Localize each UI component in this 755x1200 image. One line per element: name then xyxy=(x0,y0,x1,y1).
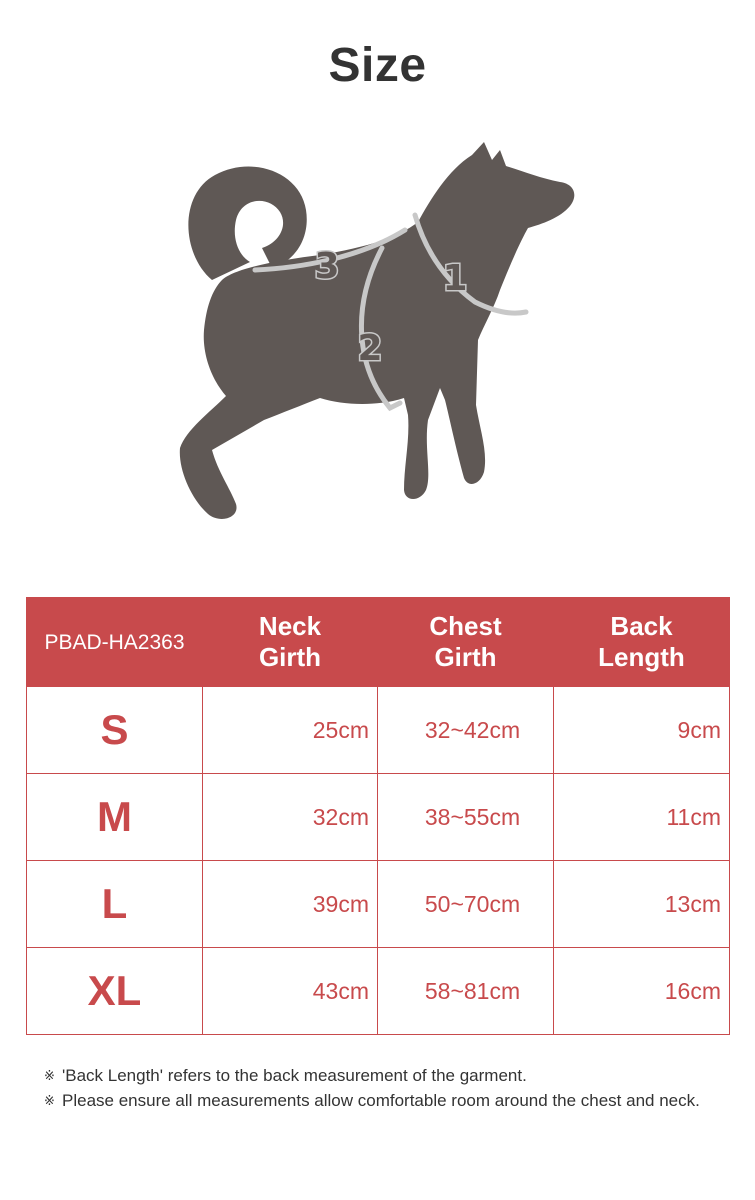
chest-girth-cell: 32~42cm xyxy=(378,687,554,774)
note-text: Please ensure all measurements allow comfortable room around the chest and neck. xyxy=(62,1090,700,1110)
dog-measurement-illustration xyxy=(0,130,755,530)
neck-girth-cell: 43cm xyxy=(203,948,378,1035)
header-line: Girth xyxy=(258,642,322,672)
measure-label-3: 3 xyxy=(314,246,340,287)
neck-girth-cell: 39cm xyxy=(203,861,378,948)
table-row xyxy=(27,861,730,948)
chest-girth-header xyxy=(378,598,554,687)
note-item xyxy=(44,1089,724,1114)
size-cell: L xyxy=(27,861,203,948)
back-length-header xyxy=(554,598,730,687)
table-row xyxy=(27,687,730,774)
header-line: Back xyxy=(610,611,673,641)
table-header-row xyxy=(27,598,730,687)
back-length-cell: 16cm xyxy=(554,948,730,1035)
size-notes xyxy=(44,1064,724,1113)
neck-girth-cell: 25cm xyxy=(203,687,378,774)
size-chart-table xyxy=(26,597,730,1035)
back-length-cell: 13cm xyxy=(554,861,730,948)
neck-girth-header xyxy=(203,598,378,687)
model-code-header: PBAD-HA2363 xyxy=(27,598,203,687)
measure-label-1: 1 xyxy=(442,258,468,299)
chest-girth-cell: 58~81cm xyxy=(378,948,554,1035)
header-line: Length xyxy=(598,642,685,672)
note-text: 'Back Length' refers to the back measurement of the garment. xyxy=(62,1066,527,1085)
note-marker-icon: ※ xyxy=(44,1092,55,1108)
note-marker-icon: ※ xyxy=(44,1068,55,1083)
chest-girth-cell: 38~55cm xyxy=(378,774,554,861)
neck-girth-cell: 32cm xyxy=(203,774,378,861)
size-cell: XL xyxy=(27,948,203,1035)
size-cell: S xyxy=(27,687,203,774)
back-length-cell: 11cm xyxy=(554,774,730,861)
size-cell: M xyxy=(27,774,203,861)
note-item xyxy=(44,1064,724,1089)
header-line: Neck xyxy=(258,611,322,641)
back-length-cell: 9cm xyxy=(554,687,730,774)
page-title: Size xyxy=(328,39,427,92)
table-row xyxy=(27,774,730,861)
measure-label-2: 2 xyxy=(357,328,383,369)
table-row xyxy=(27,948,730,1035)
chest-girth-cell: 50~70cm xyxy=(378,861,554,948)
header-line: Girth xyxy=(434,642,497,672)
header-line: Chest xyxy=(429,611,502,641)
